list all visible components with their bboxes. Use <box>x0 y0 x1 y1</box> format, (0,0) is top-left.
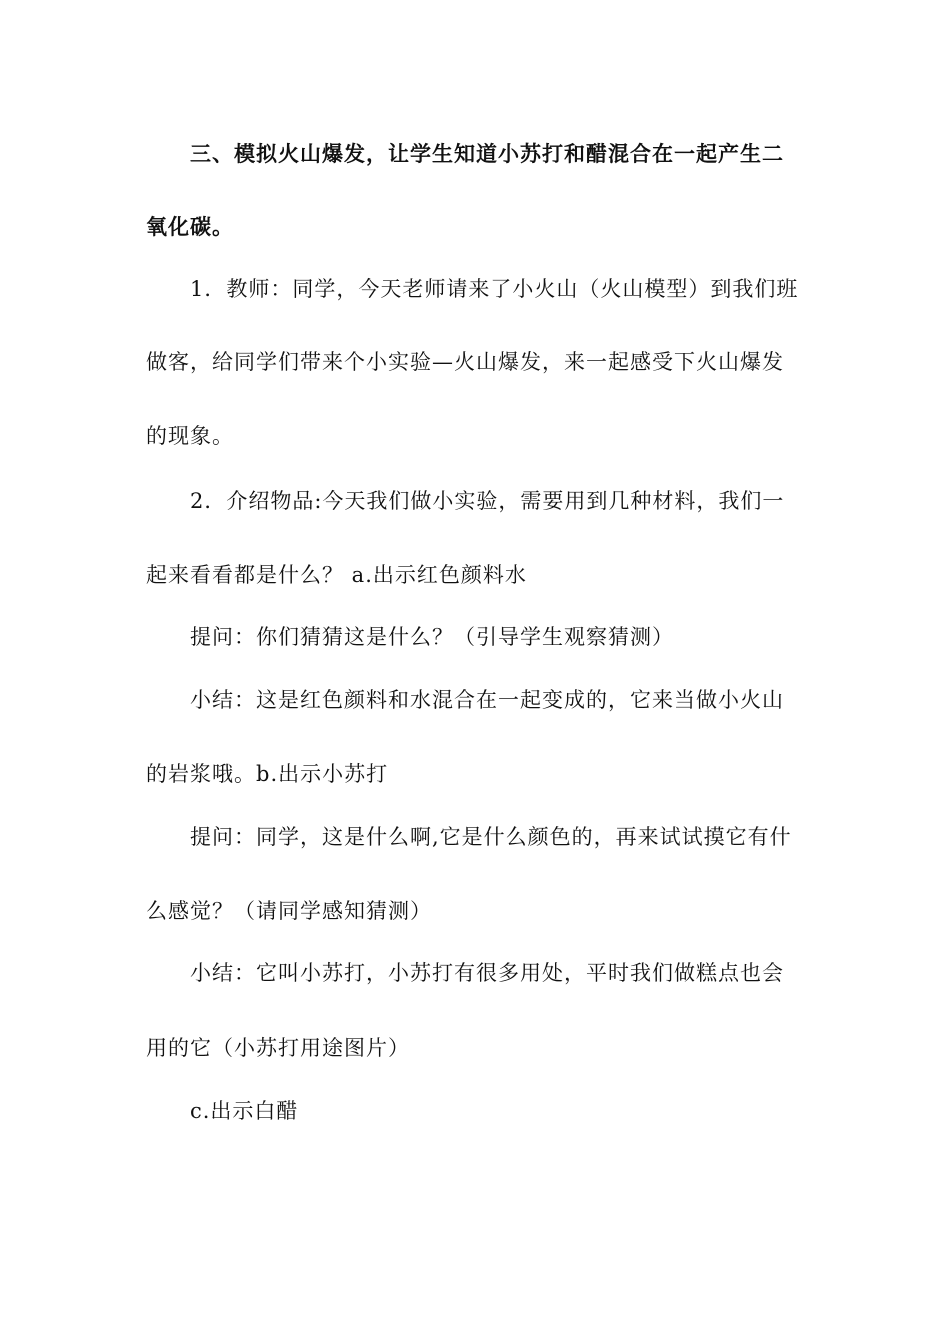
paragraph-1-line-1: 1．教师：同学，今天老师请来了小火山（火山模型）到我们班 <box>190 277 799 301</box>
paragraph-2-line-2: 起来看看都是什么？ a.出示红色颜料水 <box>146 563 527 587</box>
paragraph-4-line-2: 的岩浆哦。b.出示小苏打 <box>146 762 389 786</box>
paragraph-1-line-3: 的现象。 <box>146 424 234 448</box>
paragraph-1-line-2: 做客，给同学们带来个小实验—火山爆发，来一起感受下火山爆发 <box>146 350 784 374</box>
paragraph-5-line-1: 提问：同学，这是什么啊,它是什么颜色的，再来试试摸它有什 <box>190 825 792 849</box>
paragraph-6-line-1: 小结：它叫小苏打，小苏打有很多用处，平时我们做糕点也会 <box>190 961 784 985</box>
section-heading-line-2: 氧化碳。 <box>146 214 234 239</box>
paragraph-7-line-1: c.出示白醋 <box>190 1099 299 1123</box>
paragraph-3-line-1: 提问：你们猜猜这是什么？（引导学生观察猜测） <box>190 625 674 649</box>
paragraph-6-line-2: 用的它（小苏打用途图片） <box>146 1036 410 1060</box>
paragraph-5-line-2: 么感觉？（请同学感知猜测） <box>146 899 432 923</box>
section-heading-line-1: 三、模拟火山爆发，让学生知道小苏打和醋混合在一起产生二 <box>190 141 784 166</box>
paragraph-2-line-1: 2．介绍物品:今天我们做小实验，需要用到几种材料，我们一 <box>190 489 785 513</box>
paragraph-4-line-1: 小结：这是红色颜料和水混合在一起变成的，它来当做小火山 <box>190 688 784 712</box>
